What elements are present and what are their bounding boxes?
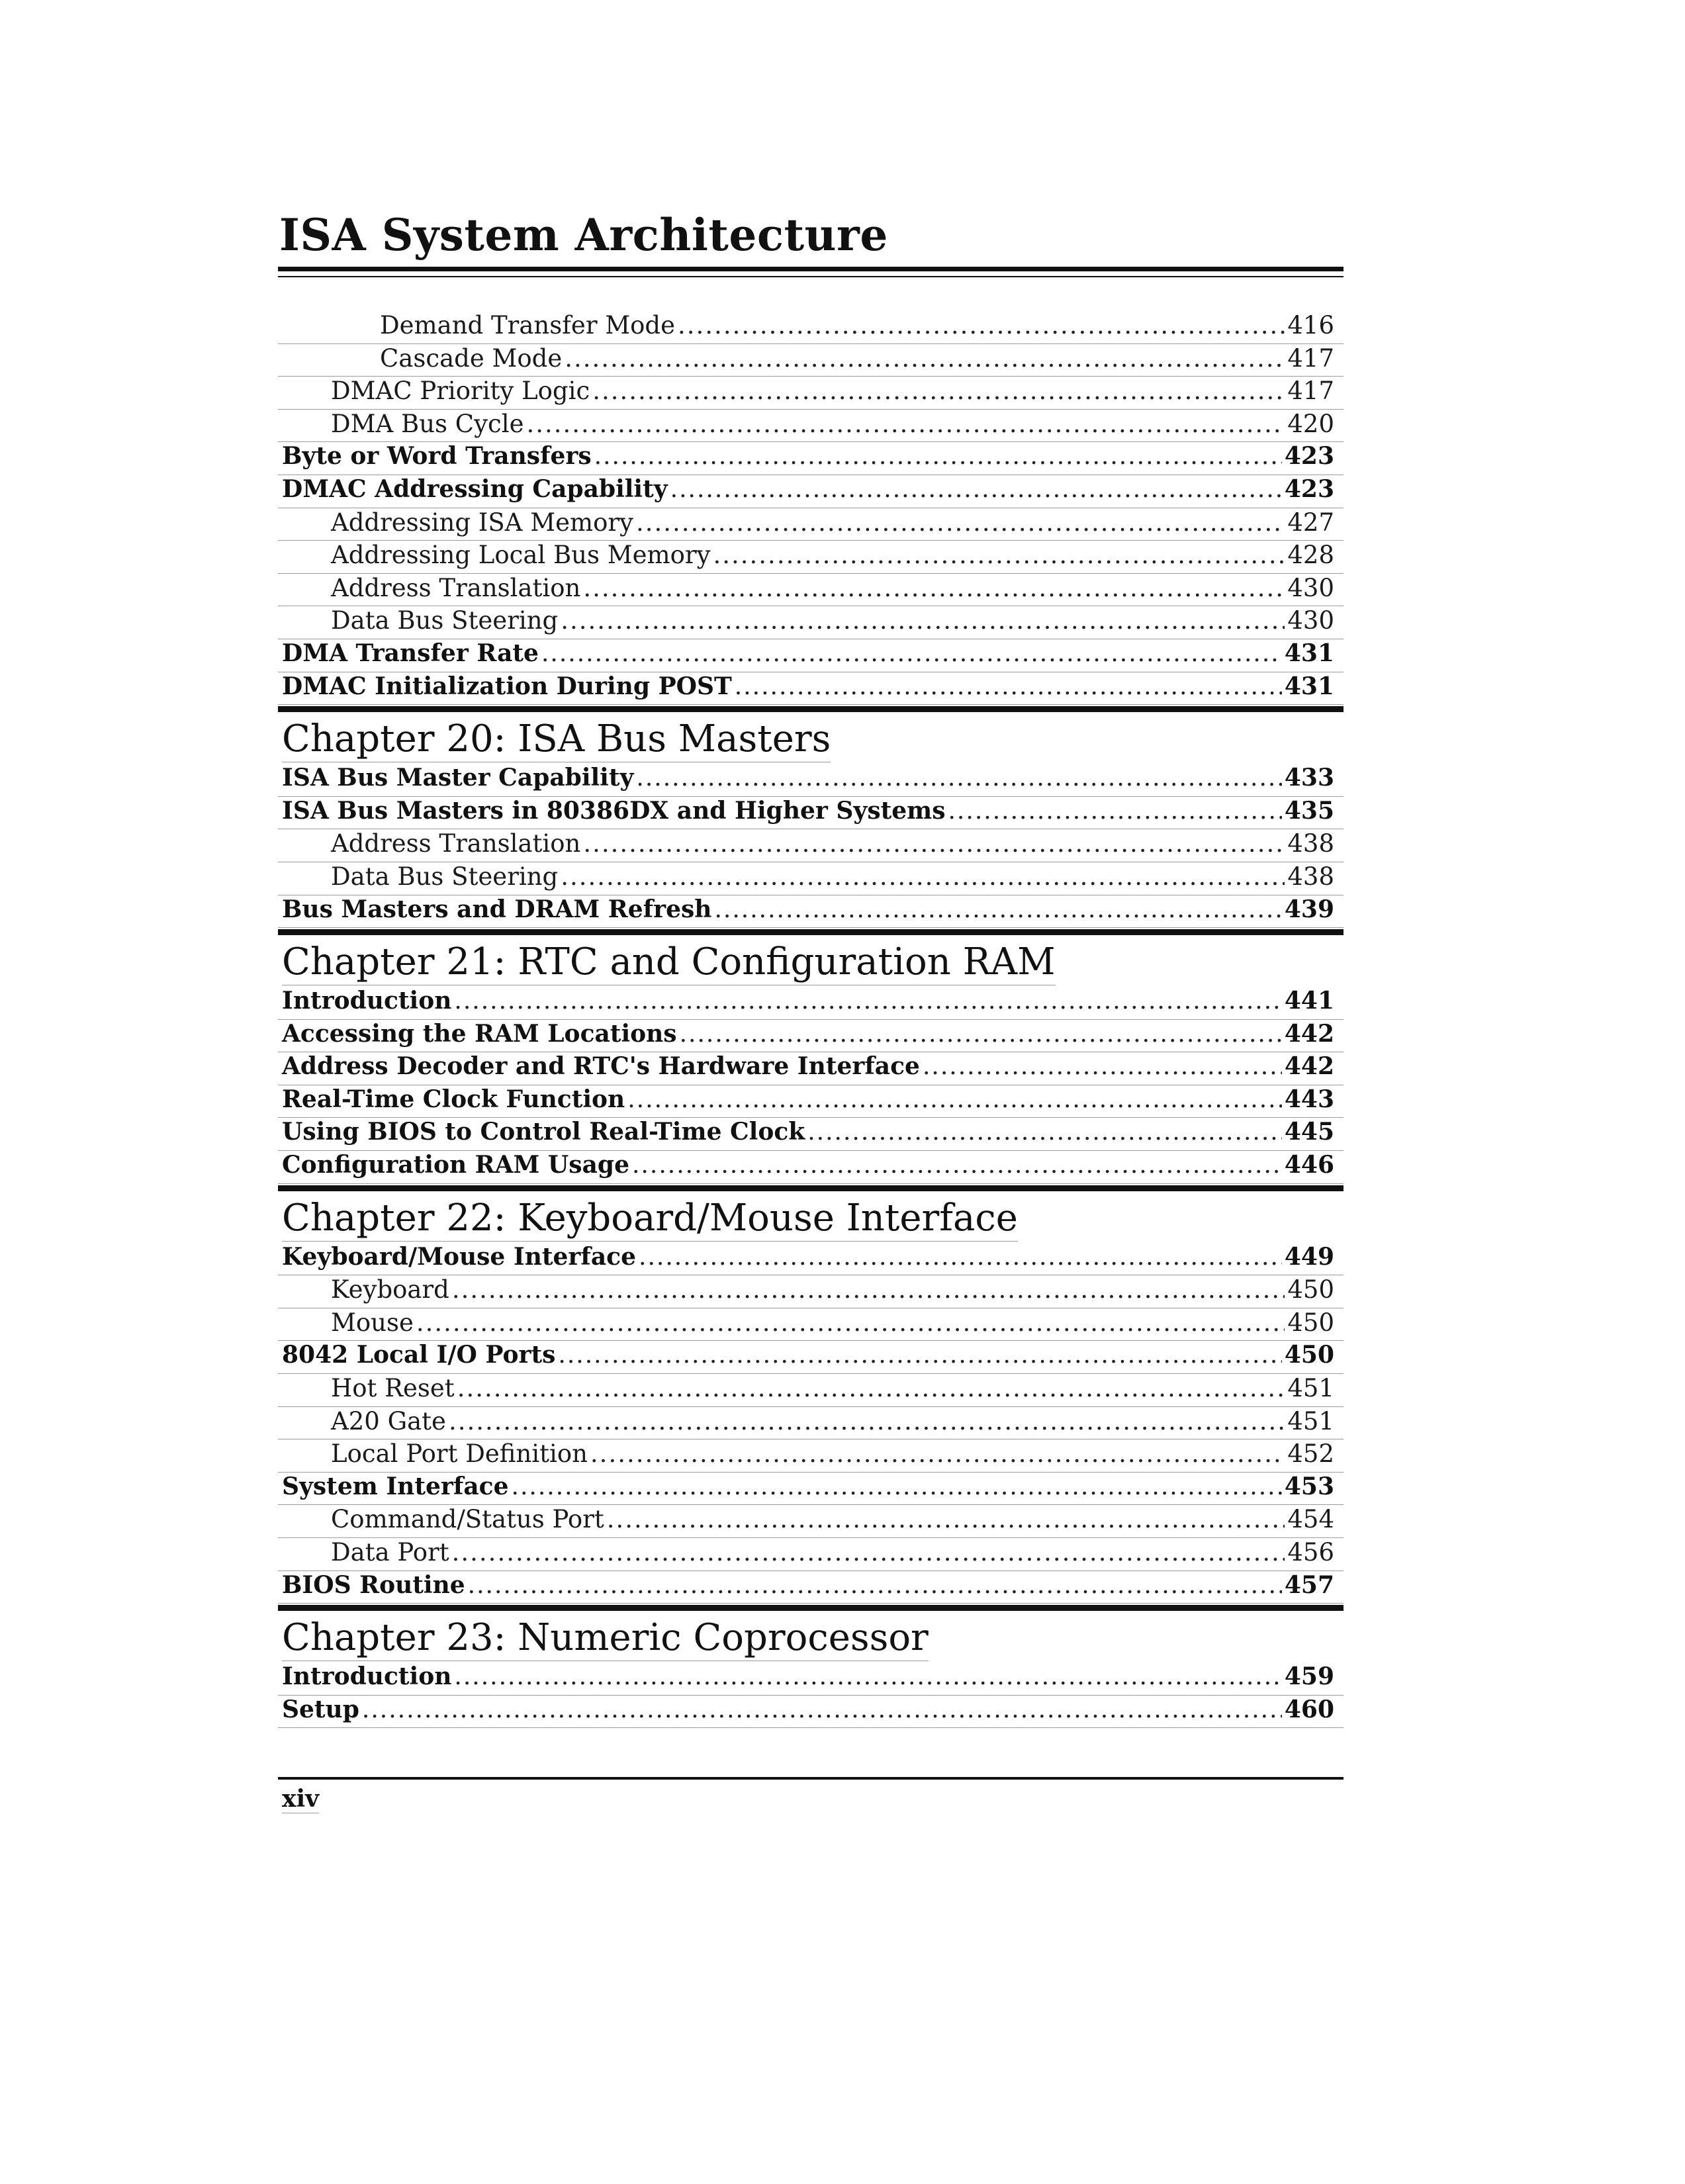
toc-entry-title: Data Bus Steering: [331, 862, 559, 891]
toc-entry[interactable]: [278, 1439, 1343, 1473]
dot-leader: [526, 410, 1285, 438]
toc-entry-title: Address Translation: [331, 573, 581, 602]
toc-entry-title: Bus Masters and DRAM Refresh: [282, 895, 712, 923]
toc-page: [278, 0, 1343, 2184]
dot-leader: [452, 1538, 1285, 1567]
table-of-contents: [278, 311, 1343, 1728]
title-rule: [278, 267, 1343, 271]
dot-leader: [680, 1021, 1282, 1048]
toc-entry-title: 8042 Local I/O Ports: [282, 1341, 556, 1369]
toc-entry-title: DMA Transfer Rate: [282, 639, 539, 667]
toc-entry-page: 443: [1284, 1085, 1334, 1113]
dot-leader: [561, 606, 1285, 635]
toc-entry-title: Demand Transfer Mode: [380, 311, 676, 340]
toc-entry-title: Keyboard: [331, 1275, 449, 1304]
dot-leader: [512, 1473, 1282, 1500]
toc-entry[interactable]: [278, 1473, 1343, 1506]
toc-entry-page: 451: [1287, 1374, 1334, 1403]
toc-entry-page: 441: [1284, 987, 1334, 1015]
toc-entry[interactable]: [278, 1308, 1343, 1342]
toc-entry-title: System Interface: [282, 1472, 509, 1500]
toc-entry[interactable]: [278, 344, 1343, 377]
toc-entry[interactable]: [278, 1538, 1343, 1571]
chapter-heading[interactable]: [278, 1614, 1343, 1662]
chapter-rule: [278, 1185, 1343, 1191]
toc-entry-page: 438: [1287, 862, 1334, 891]
dot-leader: [678, 311, 1285, 340]
dot-leader: [558, 1342, 1281, 1369]
toc-entry-page: 442: [1284, 1052, 1334, 1081]
dot-leader: [592, 377, 1285, 405]
toc-entry-page: 417: [1287, 343, 1334, 373]
dot-leader: [583, 829, 1285, 858]
chapter-rule: [278, 706, 1343, 712]
toc-entry[interactable]: [278, 1243, 1343, 1276]
toc-entry-page: 427: [1287, 508, 1334, 537]
toc-entry-page: 431: [1284, 672, 1334, 700]
toc-entry-title: Configuration RAM Usage: [282, 1151, 629, 1179]
toc-entry-page: 454: [1287, 1505, 1334, 1534]
toc-entry-page: 450: [1287, 1308, 1334, 1337]
toc-entry-title: DMAC Addressing Capability: [282, 475, 668, 503]
toc-entry[interactable]: [278, 1407, 1343, 1440]
toc-entry-page: 442: [1284, 1019, 1334, 1048]
dot-leader: [561, 862, 1285, 891]
toc-entry[interactable]: [278, 1151, 1343, 1184]
dot-leader: [714, 896, 1281, 923]
toc-entry-title: DMA Bus Cycle: [331, 409, 524, 438]
toc-entry[interactable]: [278, 574, 1343, 607]
toc-entry[interactable]: [278, 1275, 1343, 1308]
page-number: xiv: [282, 1785, 320, 1813]
toc-entry-page: 416: [1287, 311, 1334, 340]
toc-entry-title: Byte or Word Transfers: [282, 442, 592, 471]
chapter-heading[interactable]: [278, 715, 1343, 764]
chapter-heading-text: Chapter 22: Keyboard/Mouse Interface: [282, 1197, 1018, 1242]
toc-entry-title: Addressing Local Bus Memory: [331, 541, 711, 570]
toc-entry-page: 445: [1284, 1118, 1334, 1146]
toc-entry-page: 430: [1287, 573, 1334, 602]
dot-leader: [670, 476, 1282, 503]
dot-leader: [923, 1053, 1282, 1080]
dot-leader: [639, 1244, 1282, 1271]
toc-entry[interactable]: [278, 639, 1343, 672]
toc-entry-page: 451: [1287, 1406, 1334, 1435]
dot-leader: [594, 443, 1282, 470]
toc-entry[interactable]: [278, 1020, 1343, 1053]
dot-leader: [449, 1407, 1285, 1435]
chapter-heading-text: Chapter 21: RTC and Configuration RAM: [282, 940, 1056, 985]
toc-entry-page: 457: [1284, 1570, 1334, 1599]
toc-entry-page: 450: [1284, 1341, 1334, 1369]
toc-entry-page: 433: [1284, 764, 1334, 792]
dot-leader: [627, 1086, 1282, 1113]
toc-entry-title: Setup: [282, 1695, 359, 1723]
toc-entry-title: Hot Reset: [331, 1374, 455, 1403]
toc-entry-title: ISA Bus Masters in 80386DX and Higher Systems: [282, 796, 946, 825]
chapter-rule: [278, 929, 1343, 935]
toc-entry-title: Accessing the RAM Locations: [282, 1019, 677, 1048]
dot-leader: [583, 574, 1285, 602]
toc-entry[interactable]: [278, 797, 1343, 830]
dot-leader: [454, 1663, 1281, 1690]
toc-entry-title: Mouse: [331, 1308, 414, 1337]
dot-leader: [454, 987, 1281, 1015]
toc-entry-page: 459: [1284, 1662, 1334, 1691]
toc-entry-title: DMAC Initialization During POST: [282, 672, 732, 700]
toc-entry-page: 460: [1284, 1695, 1334, 1723]
toc-entry[interactable]: [278, 442, 1343, 475]
toc-entry[interactable]: [278, 987, 1343, 1020]
toc-entry[interactable]: [278, 1341, 1343, 1374]
toc-entry[interactable]: [278, 1696, 1343, 1729]
dot-leader: [636, 508, 1285, 537]
toc-entry-title: Command/Status Port: [331, 1505, 604, 1534]
toc-entry-title: Local Port Definition: [331, 1439, 588, 1469]
toc-entry-page: 446: [1284, 1151, 1334, 1179]
toc-entry[interactable]: [278, 541, 1343, 574]
toc-entry-page: 428: [1287, 541, 1334, 570]
toc-entry[interactable]: [278, 311, 1343, 344]
dot-leader: [457, 1374, 1285, 1402]
toc-entry-title: ISA Bus Master Capability: [282, 764, 634, 792]
chapter-rule: [278, 1605, 1343, 1611]
toc-entry[interactable]: [278, 377, 1343, 410]
toc-entry-page: 423: [1284, 475, 1334, 503]
toc-entry[interactable]: [278, 1085, 1343, 1118]
toc-entry-page: 420: [1287, 409, 1334, 438]
dot-leader: [636, 764, 1281, 792]
toc-entry-page: 423: [1284, 442, 1334, 471]
toc-entry-page: 453: [1284, 1472, 1334, 1500]
toc-entry-page: 435: [1284, 796, 1334, 825]
book-title: ISA System Architecture: [279, 209, 888, 261]
toc-entry[interactable]: [278, 410, 1343, 443]
toc-entry[interactable]: [278, 1571, 1343, 1604]
dot-leader: [632, 1152, 1282, 1179]
toc-entry-title: DMAC Priority Logic: [331, 377, 590, 406]
toc-entry[interactable]: [278, 895, 1343, 929]
toc-entry-page: 456: [1287, 1538, 1334, 1567]
dot-leader: [468, 1572, 1282, 1599]
toc-entry-title: A20 Gate: [331, 1406, 446, 1435]
toc-entry-title: Introduction: [282, 987, 452, 1015]
toc-entry-title: Data Port: [331, 1538, 449, 1567]
toc-entry[interactable]: [278, 1118, 1343, 1151]
toc-entry-page: 439: [1284, 895, 1334, 923]
toc-entry[interactable]: [278, 862, 1343, 895]
toc-entry-title: Using BIOS to Control Real-Time Clock: [282, 1118, 805, 1146]
dot-leader: [416, 1308, 1285, 1337]
toc-entry-page: 430: [1287, 606, 1334, 635]
toc-entry-page: 449: [1284, 1242, 1334, 1271]
toc-entry-title: Data Bus Steering: [331, 606, 559, 635]
toc-entry[interactable]: [278, 1374, 1343, 1407]
dot-leader: [362, 1696, 1282, 1723]
toc-entry[interactable]: [278, 764, 1343, 797]
toc-entry[interactable]: [278, 1662, 1343, 1696]
dot-leader: [607, 1505, 1285, 1533]
toc-entry-page: 431: [1284, 639, 1334, 667]
dot-leader: [541, 640, 1282, 667]
toc-entry-page: 452: [1287, 1439, 1334, 1469]
toc-entry-title: Keyboard/Mouse Interface: [282, 1242, 637, 1271]
dot-leader: [735, 673, 1282, 700]
toc-entry-title: Address Decoder and RTC's Hardware Interface: [282, 1052, 920, 1081]
dot-leader: [807, 1118, 1282, 1146]
toc-entry[interactable]: [278, 508, 1343, 541]
toc-entry-page: 417: [1287, 377, 1334, 406]
footer-rule: [278, 1777, 1343, 1780]
toc-entry[interactable]: [278, 1505, 1343, 1538]
dot-leader: [948, 797, 1281, 825]
toc-entry-page: 450: [1287, 1275, 1334, 1304]
toc-entry-title: Real-Time Clock Function: [282, 1085, 625, 1113]
chapter-heading-text: Chapter 20: ISA Bus Masters: [282, 717, 831, 762]
toc-entry[interactable]: [278, 475, 1343, 508]
dot-leader: [452, 1275, 1285, 1304]
chapter-heading-text: Chapter 23: Numeric Coprocessor: [282, 1616, 929, 1661]
toc-entry[interactable]: [278, 1052, 1343, 1085]
toc-entry[interactable]: [278, 606, 1343, 639]
toc-entry-title: Introduction: [282, 1662, 452, 1691]
toc-entry[interactable]: [278, 672, 1343, 705]
toc-entry-title: Addressing ISA Memory: [331, 508, 633, 537]
toc-entry-title: Address Translation: [331, 829, 581, 858]
dot-leader: [590, 1439, 1285, 1468]
toc-entry-title: Cascade Mode: [380, 343, 563, 373]
dot-leader: [713, 541, 1285, 569]
dot-leader: [565, 344, 1285, 373]
toc-entry[interactable]: [278, 829, 1343, 862]
title-rule-thin: [278, 276, 1343, 277]
chapter-heading[interactable]: [278, 938, 1343, 987]
toc-entry-page: 438: [1287, 829, 1334, 858]
chapter-heading[interactable]: [278, 1194, 1343, 1243]
toc-entry-title: BIOS Routine: [282, 1570, 465, 1599]
